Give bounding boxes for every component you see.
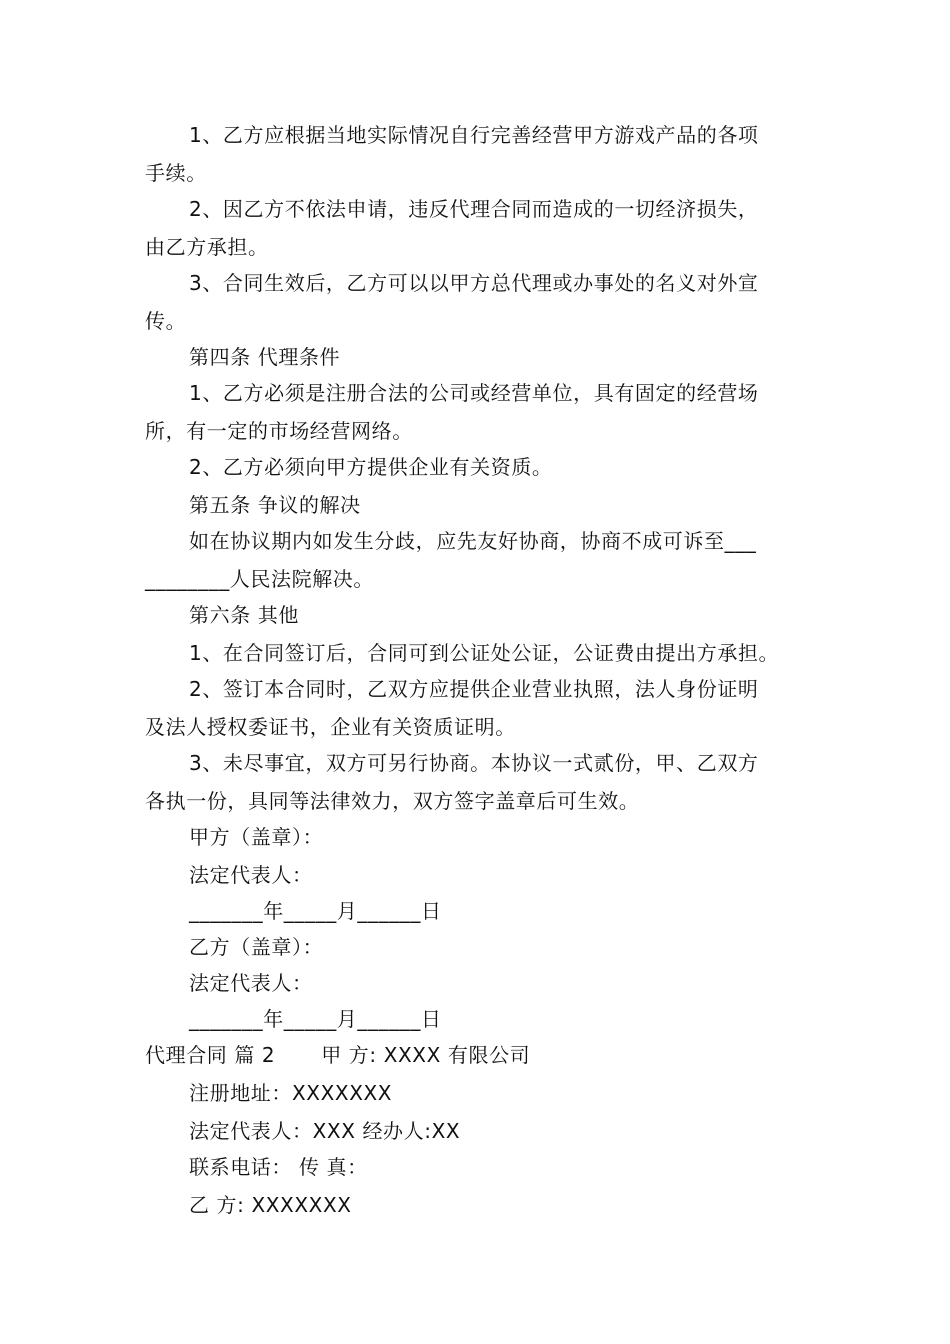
party-b-name: 乙 方: XXXXXXX <box>189 1193 352 1217</box>
paragraph-line: ________人民法院解决。 <box>145 567 374 591</box>
party-b-seal-label: 乙方（盖章）： <box>189 935 324 959</box>
paragraph-line: 手续。 <box>145 161 207 185</box>
paragraph-line: 1、乙方必须是注册合法的公司或经营单位，具有固定的经营场 <box>189 381 759 405</box>
paragraph-line: 1、在合同签订后，合同可到公证处公证，公证费由提出方承担。 <box>189 641 780 665</box>
registered-address: 注册地址：XXXXXXX <box>189 1081 393 1105</box>
contract-title: 代理合同 篇 2 <box>145 1043 276 1067</box>
paragraph-line: 3、未尽事宜，双方可另行协商。本协议一式贰份，甲、乙双方 <box>189 751 759 775</box>
paragraph-line: 如在协议期内如发生分歧，应先友好协商，协商不成可诉至___ <box>189 529 757 553</box>
paragraph-line: 所，有一定的市场经营网络。 <box>145 419 413 443</box>
section-heading: 第五条 争议的解决 <box>189 493 361 517</box>
date-blank: _______年_____月______日 <box>189 899 442 923</box>
paragraph-line: 2、乙方必须向甲方提供企业有关资质。 <box>189 455 553 479</box>
date-blank: _______年_____月______日 <box>189 1007 442 1031</box>
section-heading: 第六条 其他 <box>189 603 299 627</box>
paragraph-line: 各执一份，具同等法律效力，双方签字盖章后可生效。 <box>145 789 640 813</box>
contact-phone-fax: 联系电话： 传 真： <box>189 1155 368 1179</box>
paragraph-line: 3、合同生效后，乙方可以以甲方总代理或办事处的名义对外宣 <box>189 271 759 295</box>
legal-rep-agent: 法定代表人：XXX 经办人:XX <box>189 1119 461 1143</box>
paragraph-line: 2、因乙方不依法申请，违反代理合同而造成的一切经济损失， <box>189 197 759 221</box>
paragraph-line: 1、乙方应根据当地实际情况自行完善经营甲方游戏产品的各项 <box>189 123 759 147</box>
party-a-name: 甲 方: XXXX 有限公司 <box>321 1043 531 1067</box>
legal-rep-label: 法定代表人： <box>189 863 313 887</box>
paragraph-line: 传。 <box>145 309 187 333</box>
party-a-seal-label: 甲方（盖章）： <box>189 825 324 849</box>
contract-heading-line <box>145 1040 825 1070</box>
legal-rep-label: 法定代表人： <box>189 971 313 995</box>
paragraph-line: 及法人授权委证书，企业有关资质证明。 <box>145 715 516 739</box>
paragraph-line: 2、签订本合同时，乙双方应提供企业营业执照，法人身份证明 <box>189 677 759 701</box>
paragraph-line: 由乙方承担。 <box>145 235 269 259</box>
section-heading: 第四条 代理条件 <box>189 345 341 369</box>
